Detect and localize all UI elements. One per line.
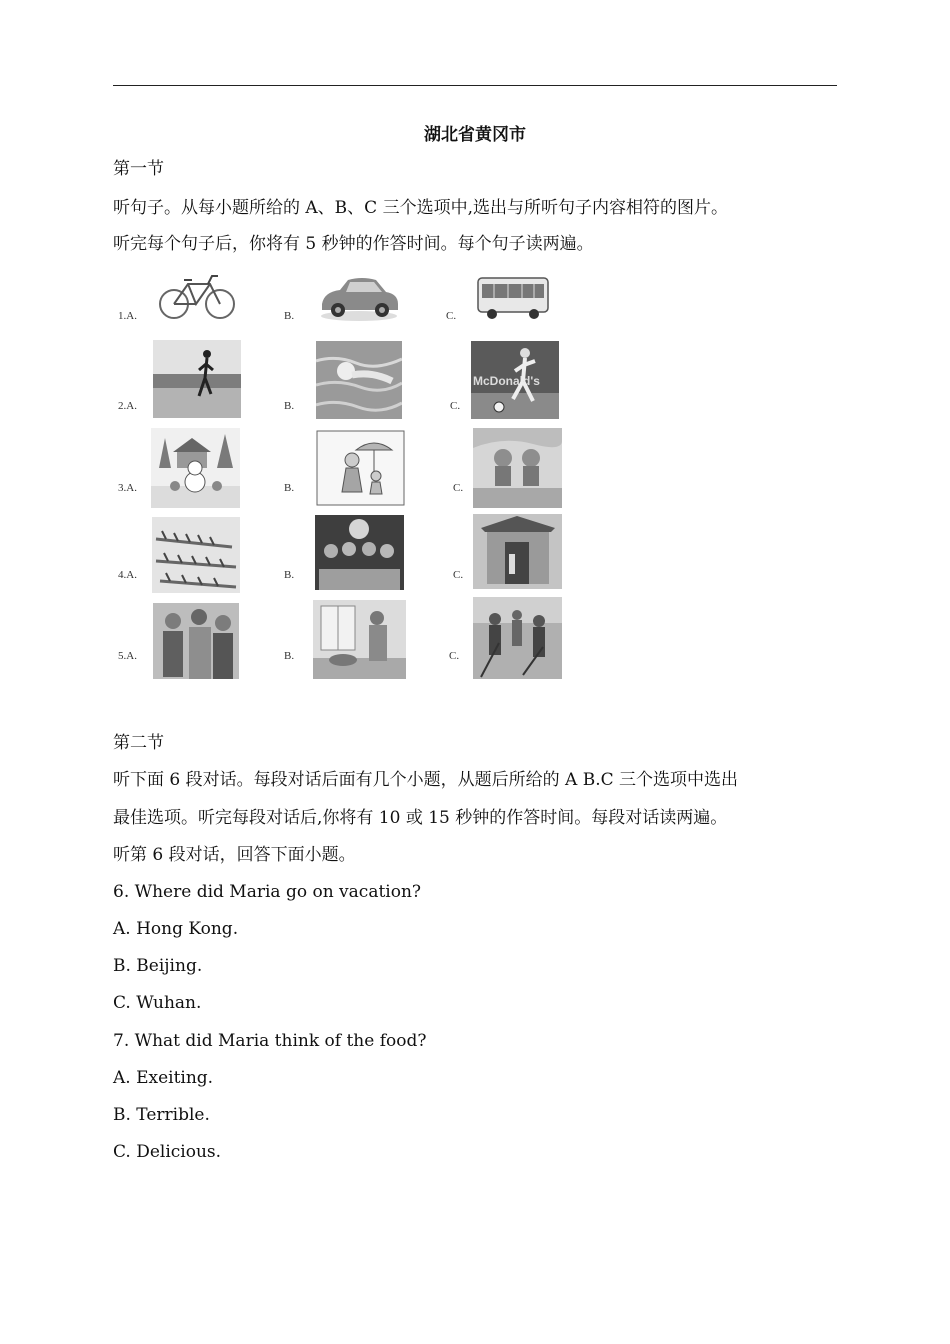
row5-label-b: B.: [284, 650, 295, 662]
document-title: 湖北省黄冈市: [424, 125, 526, 145]
row5-label-a: 5.A.: [118, 650, 137, 662]
question-6: 6. Where did Maria go on vacation?: [113, 882, 422, 902]
section1-instruction-2: 听完每个句子后，你将有 5 秒钟的作答时间。每个句子读两遍。: [113, 234, 594, 254]
house-gate-image: [473, 514, 562, 589]
children-walking-image: [473, 428, 562, 508]
question-7-option-b: B. Terrible.: [113, 1105, 210, 1125]
row1-label-a: 1.A.: [118, 310, 137, 322]
dragon-boats-image: [152, 517, 240, 593]
section2-heading: 第二节: [113, 733, 164, 753]
row3-label-b: B.: [284, 482, 295, 494]
row1-label-b: B.: [284, 310, 295, 322]
question-6-option-a: A. Hong Kong.: [113, 919, 239, 939]
swimmer-image: [316, 341, 402, 419]
question-7-option-a: A. Exeiting.: [113, 1068, 214, 1088]
question-7: 7. What did Maria think of the food?: [113, 1031, 427, 1051]
volunteers-elderly-image: [153, 603, 239, 679]
question-7-option-c: C. Delicious.: [113, 1142, 222, 1162]
row3-label-a: 3.A.: [118, 482, 137, 494]
snowman-winter-image: [151, 428, 240, 508]
row4-label-b: B.: [284, 569, 295, 581]
family-dinner-moon-image: [315, 515, 404, 590]
section2-instruction-1: 听下面 6 段对话。每段对话后面有几个小题，从题后所给的 A B.C 三个选项中选出: [113, 770, 739, 790]
umbrella-rain-image: [316, 430, 405, 506]
runner-on-beach-image: [153, 340, 241, 418]
section1-instruction-1: 听句子。从每小题所给的 A、B、C 三个选项中,选出与所听句子内容相符的图片。: [113, 198, 728, 218]
sweeping-street-image: [473, 597, 562, 679]
row2-label-c: C.: [450, 400, 461, 412]
mcdonalds-banner-text: McDonald's: [473, 374, 540, 388]
section1-heading: 第一节: [113, 159, 164, 179]
header-rule: [113, 85, 837, 86]
cleaning-room-image: [313, 600, 406, 679]
row5-label-c: C.: [449, 650, 460, 662]
bus-image: [474, 272, 552, 322]
soccer-player-image: [471, 341, 559, 419]
row1-label-c: C.: [446, 310, 457, 322]
row4-label-a: 4.A.: [118, 569, 137, 581]
section2-instruction-2: 最佳选项。听完每段对话后,你将有 10 或 15 秒钟的作答时间。每段对话读两遍。: [113, 808, 728, 828]
bicycle-image: [158, 270, 236, 322]
row2-label-b: B.: [284, 400, 295, 412]
row2-label-a: 2.A.: [118, 400, 137, 412]
row3-label-c: C.: [453, 482, 464, 494]
question-6-option-c: C. Wuhan.: [113, 993, 202, 1013]
question-6-option-b: B. Beijing.: [113, 956, 203, 976]
row4-label-c: C.: [453, 569, 464, 581]
car-image: [318, 270, 400, 322]
section2-instruction-3: 听第 6 段对话，回答下面小题。: [113, 845, 356, 865]
